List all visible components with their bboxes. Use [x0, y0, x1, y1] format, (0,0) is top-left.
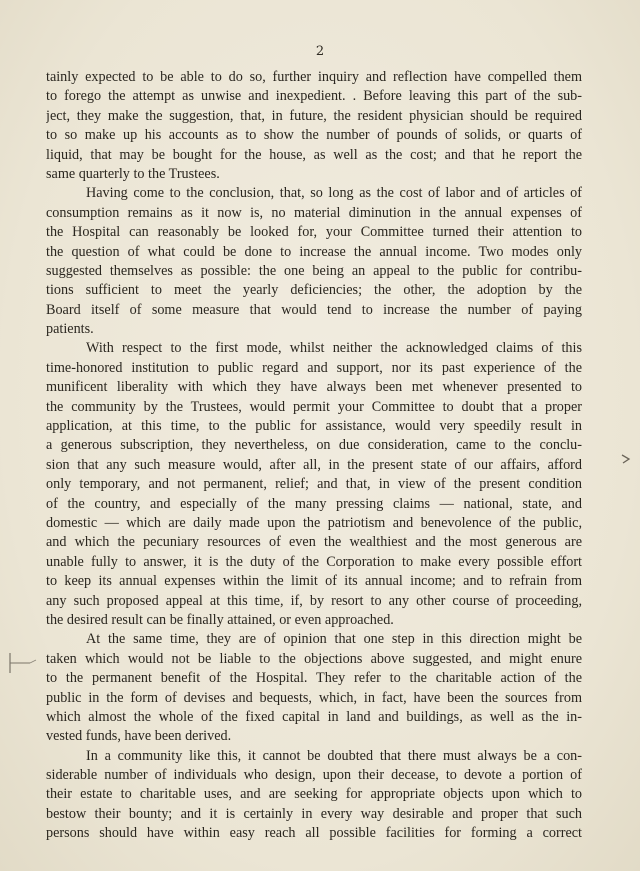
text-line: ject, they make the suggestion, that, in future, the resident physician should be required	[46, 107, 582, 124]
text-line: the Hospital can reasonably be looked for, your Committee turned their attention to	[46, 224, 582, 241]
page-number: 2	[315, 44, 325, 59]
text-line: public in the form of devises and bequests, which, in fact, have been the sources from	[46, 689, 582, 706]
text-line: taken which would not be liable to the objections above suggested, and might enure	[46, 650, 582, 667]
text-line: bestow their bounty; and it is certainly in every way desirable and proper that such	[46, 805, 582, 822]
text-line: of the country, and especially of the many pressing claims — national, state, and	[46, 495, 582, 512]
text-line: vested funds, have been derived.	[46, 728, 232, 745]
text-line: which almost the whole of the fixed capital in land and buildings, as well as the in-	[46, 708, 582, 725]
text-line: consumption remains as it now is, no material diminution in the annual expenses of	[46, 204, 582, 221]
text-line: a generous subscription, they nevertheless, on due consideration, came to the conclu-	[46, 437, 582, 454]
text-line: siderable number of individuals who design, upon their decease, to devote a portion of	[46, 767, 582, 784]
text-line: munificent liberality with which they have always been met whenever presented to	[46, 379, 582, 396]
text-line: and which the pecuniary resources of even the wealthiest and the most generous are	[46, 534, 582, 551]
text-line: With respect to the first mode, whilst neither the acknowledged claims of this	[86, 340, 582, 357]
body-text	[46, 68, 582, 844]
text-line: only temporary, and not permanent, relief; and that, in view of the present condition	[46, 476, 582, 493]
text-line: the community by the Trustees, would permit your Committee to doubt that a proper	[46, 398, 582, 415]
text-line: unable fully to answer, it is the duty of the Corporation to make every possible effort	[46, 553, 582, 570]
text-line: same quarterly to the Trustees.	[46, 165, 220, 182]
text-line: tions sufficient to meet the yearly deficiencies; the other, the adoption by the	[46, 282, 582, 299]
text-line: to the permanent benefit of the Hospital. They refer to the charitable action of the	[46, 670, 582, 687]
margin-pencil-tick	[620, 452, 634, 466]
text-line: sion that any such measure would, after all, in the present state of our affairs, afford	[46, 456, 582, 473]
text-line: liquid, that may be bought for the house, as well as the cost; and that he report the	[46, 146, 582, 163]
text-line: tainly expected to be able to do so, further inquiry and reflection have compelled them	[46, 69, 582, 85]
text-line: persons should have within easy reach all possible facilities for forming a correct	[46, 825, 582, 842]
text-line: At the same time, they are of opinion that one step in this direction might be	[86, 631, 582, 648]
text-line: Board itself of some measure that would tend to increase the number of paying	[46, 301, 582, 318]
text-line: application, at this time, to the public for assistance, would very speedily result in	[46, 418, 582, 435]
text-line: patients.	[46, 321, 94, 338]
text-line: to keep its annual expenses within the limit of its annual income; and to refrain from	[46, 573, 582, 590]
text-line: domestic — which are daily made upon the patriotism and benevolence of the public,	[46, 514, 582, 531]
text-line: suggested themselves as possible: the one being an appeal to the public for contribu-	[46, 262, 582, 279]
margin-pencil-mark	[6, 651, 38, 675]
text-line: any such proposed appeal at this time, if, by resort to any other course of proceeding,	[46, 592, 582, 609]
text-line: In a community like this, it cannot be doubted that there must always be a con-	[86, 747, 582, 764]
text-line: the question of what could be done to increase the annual income. Two modes only	[46, 243, 582, 260]
text-line: time-honored institution to public regard and support, nor its past experience of the	[46, 359, 582, 376]
text-line: to forego the attempt as unwise and inexpedient. . Before leaving this part of the sub-	[46, 88, 582, 105]
text-line: to so make up his accounts as to show the number of pounds of solids, or quarts of	[46, 127, 582, 144]
text-line: their estate to charitable uses, and are seeking for appropriate objects upon which to	[46, 786, 582, 803]
text-line: Having come to the conclusion, that, so long as the cost of labor and of articles of	[86, 185, 582, 202]
text-line: the desired result can be finally attained, or even approached.	[46, 611, 394, 628]
